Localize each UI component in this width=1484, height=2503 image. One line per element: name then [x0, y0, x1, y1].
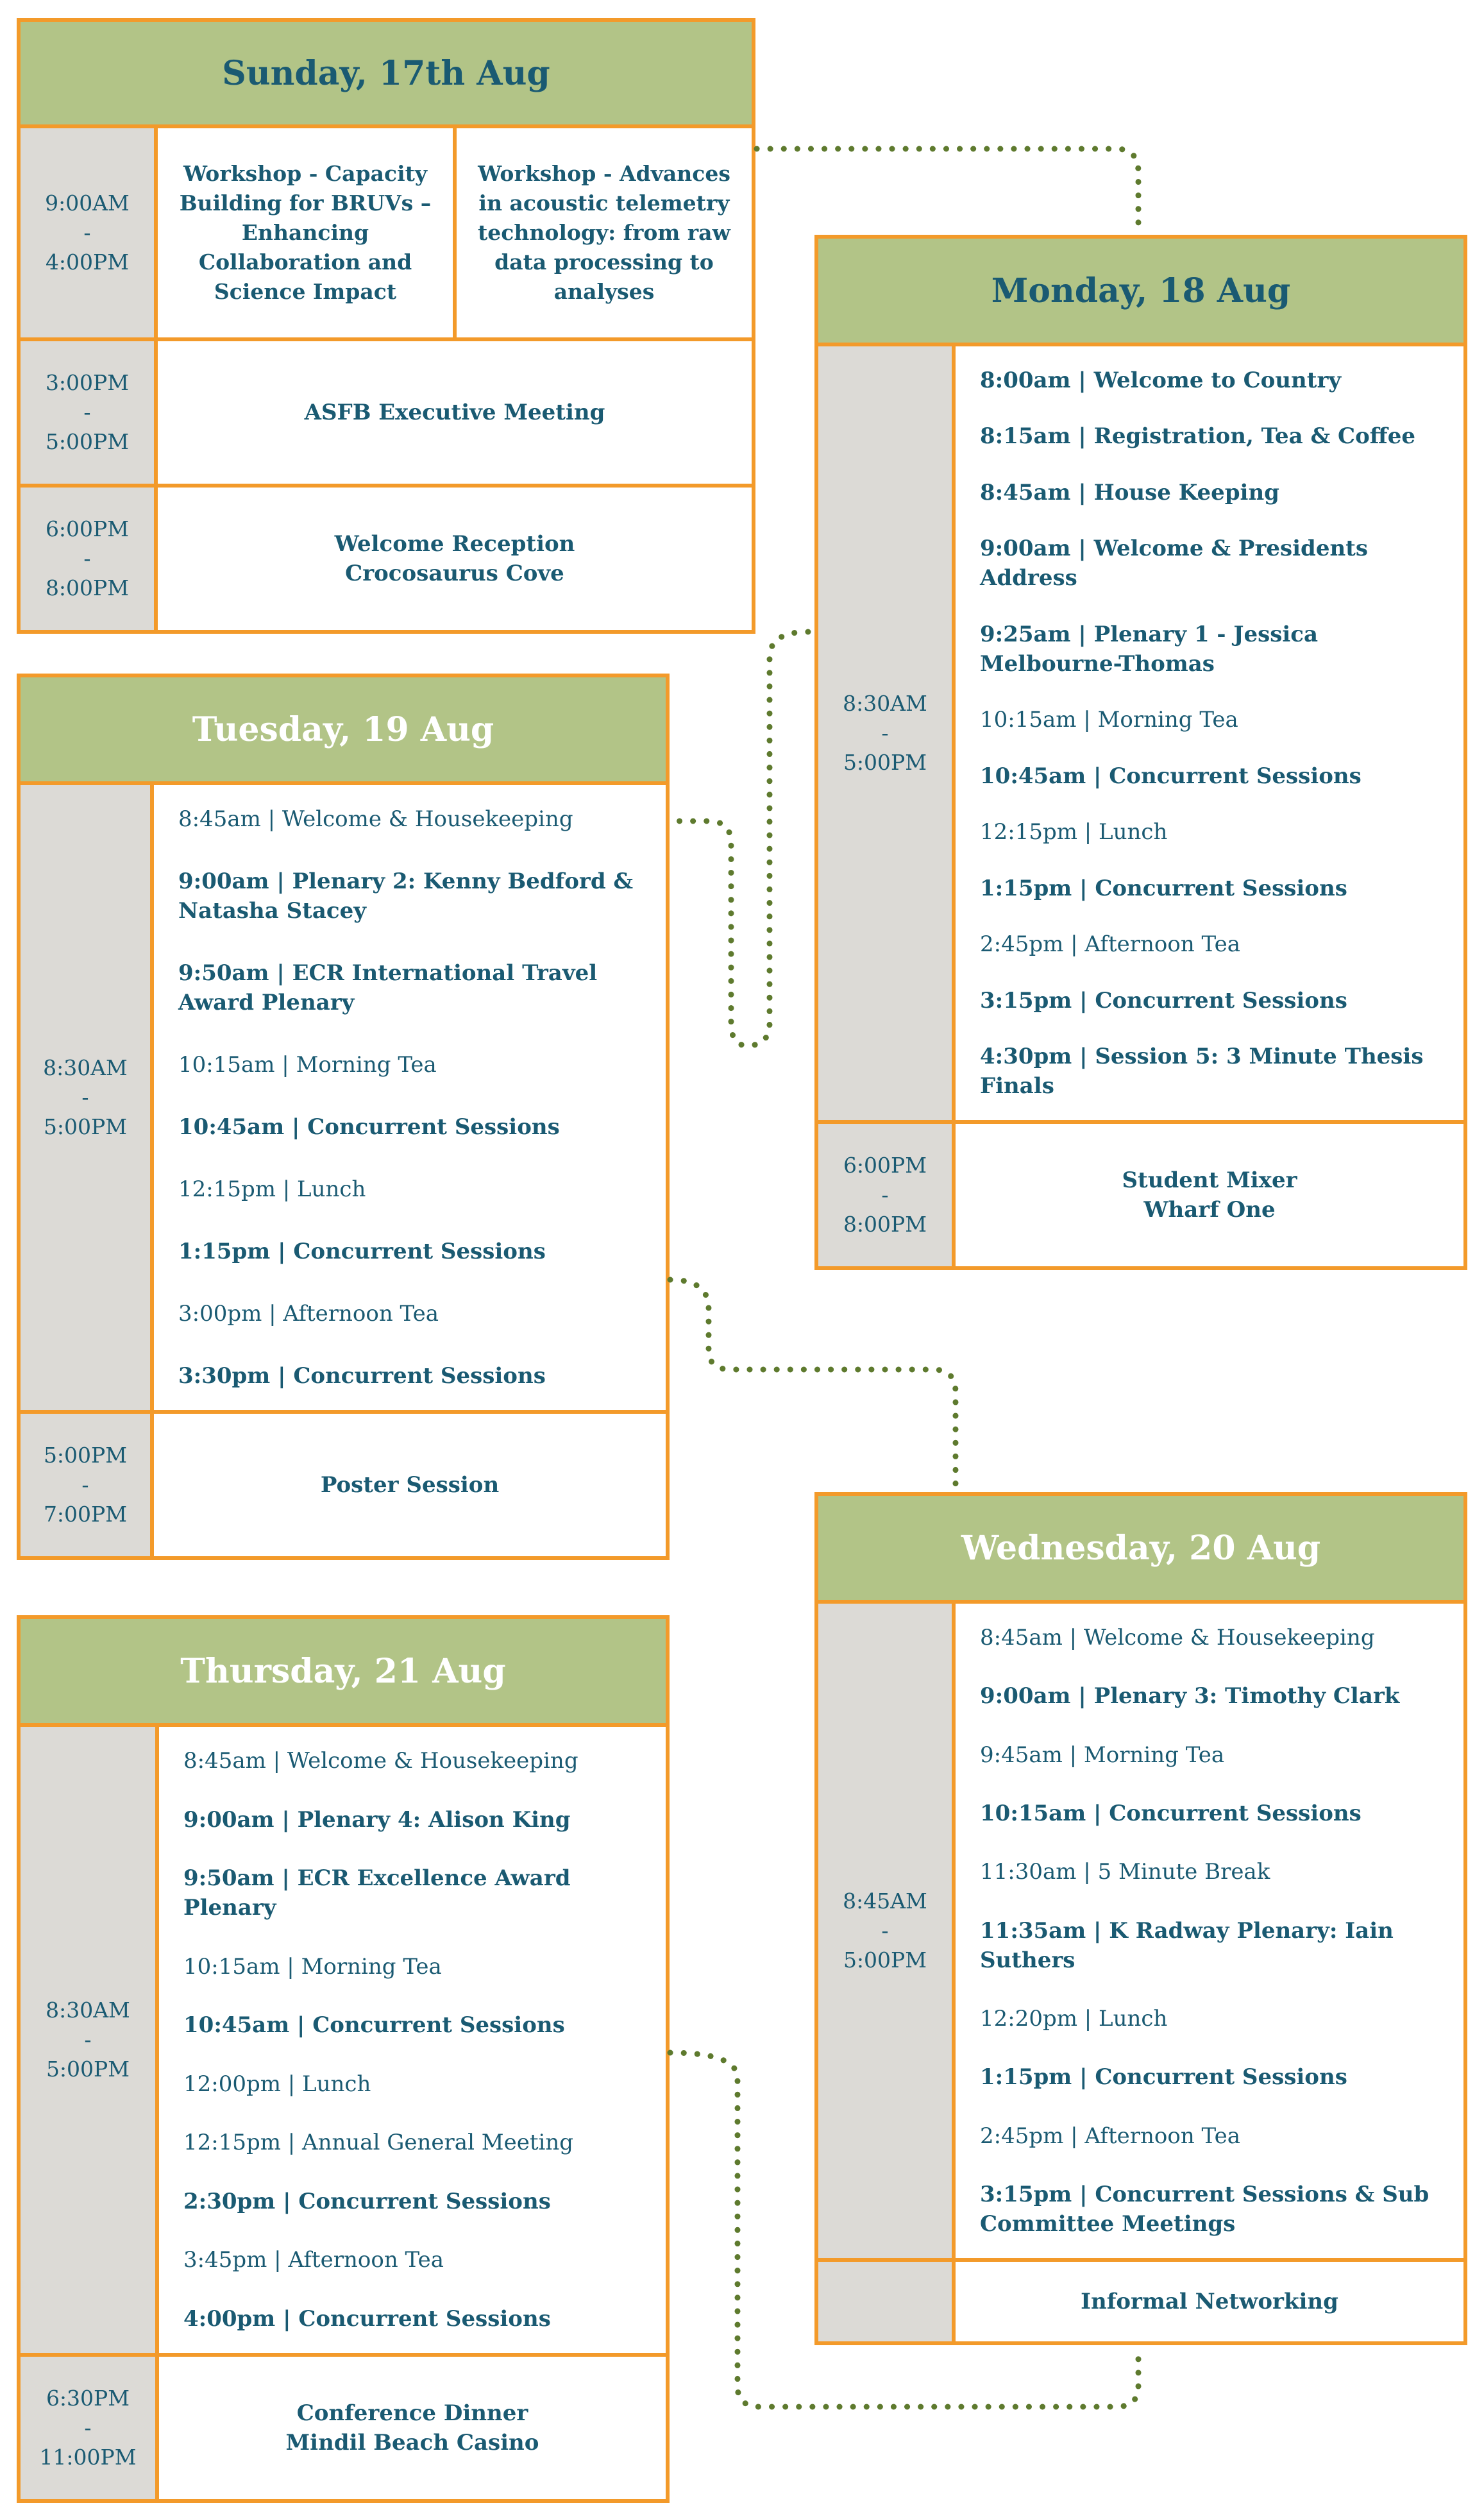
schedule-row [21, 337, 752, 484]
row-content [154, 785, 666, 1410]
agenda-item: 3:15pm | Concurrent Sessions & Sub Committee Meetings [980, 2181, 1429, 2237]
agenda-item: 1:15pm | Concurrent Sessions [980, 875, 1347, 901]
schedule-row [818, 1120, 1463, 1266]
agenda-item: 11:35am | K Radway Plenary: Iain Suthers [980, 1917, 1394, 1973]
time-slot [21, 488, 158, 630]
time-text: 7:00PM [43, 1502, 128, 1527]
schedule-row [818, 1604, 1463, 2258]
row-content [956, 2262, 1463, 2341]
agenda-item: 3:15pm | Concurrent Sessions [980, 987, 1347, 1014]
day-title: Wednesday, 20 Aug [818, 1496, 1463, 1604]
workshop-cell: Workshop - Advances in acoustic telemetry technology: from raw data processing to analyses [453, 128, 752, 337]
time-text: 8:45AM [843, 1888, 927, 1913]
agenda-item: 2:45pm | Afternoon Tea [980, 931, 1240, 958]
time-slot [818, 346, 956, 1120]
schedule-row [21, 1727, 666, 2353]
agenda-item: 12:15pm | Lunch [178, 1176, 366, 1202]
day-title: Monday, 18 Aug [818, 239, 1463, 346]
time-text: - [83, 220, 91, 245]
row-content [956, 1604, 1463, 2258]
connector-tuesday-wednesday [670, 1280, 956, 1489]
schedule-row [818, 2258, 1463, 2341]
agenda-item: 12:15pm | Annual General Meeting [183, 2130, 574, 2156]
time-text: 5:00PM [43, 1114, 128, 1139]
schedule-row [21, 785, 666, 1410]
agenda-item: 9:50am | ECR Excellence Award Plenary [183, 1865, 571, 1921]
event-line: Informal Networking [1081, 2289, 1338, 2314]
time-text: 8:30AM [46, 1998, 130, 2023]
agenda-item: 9:45am | Morning Tea [980, 1742, 1225, 1768]
time-text: 5:00PM [843, 750, 927, 775]
agenda-list [154, 785, 666, 1410]
row-content [158, 128, 752, 337]
time-text: - [881, 1182, 889, 1207]
event-line: Poster Session [320, 1472, 500, 1498]
event-line: Mindil Beach Casino [285, 2430, 539, 2456]
day-card-sunday [17, 18, 755, 634]
agenda-item: 10:45am | Concurrent Sessions [183, 2012, 565, 2039]
day-card-thursday [17, 1615, 670, 2503]
time-text: 6:00PM [843, 1153, 927, 1178]
time-text: - [83, 546, 91, 571]
day-title: Tuesday, 19 Aug [21, 677, 666, 785]
row-content [158, 341, 752, 484]
agenda-item: 9:00am | Welcome & Presidents Address [980, 536, 1369, 591]
time-text: 8:30AM [43, 1055, 128, 1080]
day-card-tuesday [17, 674, 670, 1560]
agenda-item: 8:00am | Welcome to Country [980, 368, 1342, 393]
time-text: - [84, 2027, 92, 2052]
day-card-monday [814, 235, 1467, 1270]
time-slot [21, 1727, 159, 2353]
event-line: Conference Dinner [296, 2400, 528, 2426]
time-text: 8:00PM [843, 1212, 927, 1237]
agenda-item: 1:15pm | Concurrent Sessions [980, 2064, 1347, 2091]
time-slot [818, 1604, 956, 2258]
time-text: 5:00PM [43, 1443, 128, 1468]
agenda-item: 12:20pm | Lunch [980, 2005, 1168, 2032]
agenda-list [159, 1727, 666, 2353]
agenda-item: 11:30am | 5 Minute Break [980, 1859, 1270, 1885]
schedule-row [21, 128, 752, 337]
time-text: 3:00PM [45, 370, 130, 395]
event-line: ASFB Executive Meeting [304, 400, 605, 425]
schedule-row [21, 484, 752, 630]
event-line: Student Mixer [1122, 1167, 1297, 1193]
day-title: Sunday, 17th Aug [21, 22, 752, 128]
event-block [956, 2262, 1463, 2341]
agenda-item: 8:45am | House Keeping [980, 479, 1279, 505]
agenda-list [956, 1604, 1463, 2258]
agenda-item: 8:15am | Registration, Tea & Coffee [980, 423, 1415, 450]
schedule-row [21, 1410, 666, 1556]
agenda-item: 10:15am | Morning Tea [178, 1052, 437, 1078]
time-text: 9:00AM [45, 191, 130, 216]
agenda-item: 9:25am | Plenary 1 - Jessica Melbourne-Thomas [980, 621, 1319, 677]
workshop-cell: Workshop - Capacity Building for BRUVs – Enhancing Collaboration and Science Impact [179, 161, 432, 304]
connector-sunday-monday [757, 149, 1138, 226]
agenda-item: 1:15pm | Concurrent Sessions [178, 1239, 546, 1264]
time-text: 5:00PM [843, 1947, 927, 1973]
row-content [159, 1727, 666, 2353]
time-slot [21, 785, 154, 1410]
day-card-wednesday [814, 1492, 1467, 2345]
agenda-item: 10:45am | Concurrent Sessions [178, 1114, 560, 1140]
event-block [158, 488, 752, 630]
time-slot [21, 341, 158, 484]
time-text: - [881, 1918, 889, 1943]
agenda-item: 3:00pm | Afternoon Tea [178, 1301, 439, 1327]
agenda-item: 4:00pm | Concurrent Sessions [183, 2305, 551, 2332]
time-slot [818, 2262, 956, 2341]
event-line: Welcome Reception [334, 531, 575, 557]
row-content [158, 488, 752, 630]
agenda-item: 2:45pm | Afternoon Tea [980, 2123, 1240, 2149]
agenda-item: 10:15am | Concurrent Sessions [980, 1800, 1362, 1826]
agenda-list [956, 346, 1463, 1120]
agenda-item: 3:30pm | Concurrent Sessions [178, 1363, 546, 1389]
event-block [159, 2357, 666, 2499]
time-text: 8:00PM [45, 575, 130, 600]
event-line: Wharf One [1143, 1197, 1276, 1223]
agenda-item: 3:45pm | Afternoon Tea [183, 2247, 444, 2273]
schedule-row [818, 346, 1463, 1120]
agenda-item: 8:45am | Welcome & Housekeeping [980, 1625, 1375, 1650]
agenda-item: 9:00am | Plenary 2: Kenny Bedford & Natasha Stacey [178, 869, 634, 924]
agenda-item: 10:15am | Morning Tea [183, 1953, 442, 1980]
agenda-item: 10:15am | Morning Tea [980, 707, 1238, 733]
event-block [158, 341, 752, 484]
agenda-item: 2:30pm | Concurrent Sessions [183, 2188, 551, 2214]
row-content [956, 346, 1463, 1120]
row-content [159, 2357, 666, 2499]
agenda-item: 9:00am | Plenary 4: Alison King [183, 1806, 571, 1833]
agenda-item: 10:45am | Concurrent Sessions [980, 763, 1362, 789]
event-block [956, 1124, 1463, 1266]
time-text: 8:30AM [843, 691, 927, 716]
agenda-item: 9:00am | Plenary 3: Timothy Clark [980, 1683, 1400, 1710]
time-text: 5:00PM [46, 2057, 130, 2082]
time-text: 6:00PM [45, 516, 130, 541]
schedule-row [21, 2353, 666, 2499]
time-text: 4:00PM [45, 250, 130, 275]
time-slot [21, 128, 158, 337]
agenda-item: 4:30pm | Session 5: 3 Minute Thesis Finals [980, 1043, 1424, 1099]
time-text: - [83, 400, 91, 425]
agenda-item: 9:50am | ECR International Travel Award Plenary [178, 960, 598, 1015]
day-title: Thursday, 21 Aug [21, 1619, 666, 1727]
agenda-item: 12:15pm | Lunch [980, 819, 1168, 845]
time-text: - [881, 720, 889, 745]
time-text: - [81, 1472, 89, 1497]
time-text: 5:00PM [45, 429, 130, 454]
connector-monday-tuesday [667, 632, 808, 1046]
time-slot [21, 1414, 154, 1556]
agenda-item: 8:45am | Welcome & Housekeeping [183, 1748, 578, 1774]
row-content [154, 1414, 666, 1556]
time-text: 6:30PM [46, 2386, 130, 2411]
time-slot [818, 1124, 956, 1266]
agenda-item: 12:00pm | Lunch [183, 2071, 371, 2097]
agenda-item: 8:45am | Welcome & Housekeeping [178, 806, 573, 832]
time-text: 11:00PM [39, 2445, 137, 2470]
row-content [956, 1124, 1463, 1266]
time-text: - [81, 1085, 89, 1110]
event-block [154, 1414, 666, 1556]
time-slot [21, 2357, 159, 2499]
event-line: Crocosaurus Cove [345, 561, 564, 586]
time-text: - [84, 2415, 92, 2440]
